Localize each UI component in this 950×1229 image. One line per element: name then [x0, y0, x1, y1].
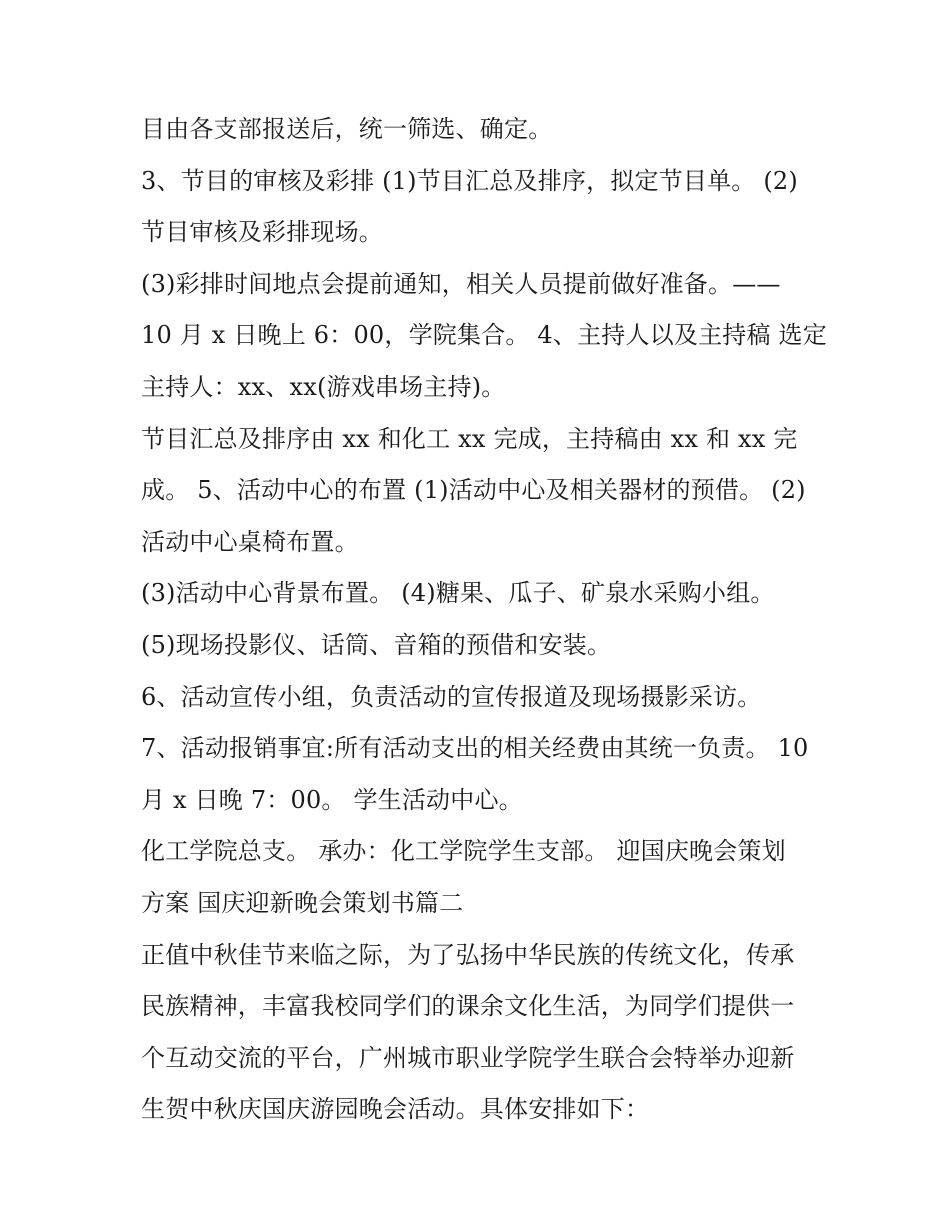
text-line: 节目审核及彩排现场。 [141, 218, 383, 247]
text-line: 成。 5、活动中心的布置 (1)活动中心及相关器材的预借。 (2) [141, 476, 806, 505]
text-line: 活动中心桌椅布置。 [141, 527, 359, 556]
text-line: 3、节目的审核及彩排 (1)节目汇总及排序，拟定节目单。 (2) [141, 166, 798, 195]
text-line: 个互动交流的平台，广州城市职业学院学生联合会特举办迎新 [141, 1043, 795, 1072]
text-line: 月 x 日晚 7：00。 学生活动中心。 [141, 785, 523, 814]
document-body [141, 107, 827, 1139]
text-line: 化工学院总支。 承办：化工学院学生支部。 迎国庆晚会策划 [141, 837, 786, 866]
text-line: 目由各支部报送后，统一筛选、确定。 [141, 115, 553, 143]
text-line: 生贺中秋庆国庆游园晚会活动。具体安排如下： [141, 1095, 650, 1124]
text-line: 节目汇总及排序由 xx 和化工 xx 完成，主持稿由 xx 和 xx 完 [141, 424, 798, 453]
text-line: 方案 国庆迎新晚会策划书篇二 [141, 888, 464, 917]
text-line: 6、活动宣传小组，负责活动的宣传报道及现场摄影采访。 [141, 682, 762, 711]
text-line: (3)活动中心背景布置。 (4)糖果、瓜子、矿泉水采购小组。 [141, 579, 775, 608]
text-line: 正值中秋佳节来临之际，为了弘扬中华民族的传统文化，传承 [141, 940, 795, 969]
text-line: 10 月 x 日晚上 6：00，学院集合。 4、主持人以及主持稿 选定 [141, 321, 827, 350]
text-line: 民族精神，丰富我校同学们的课余文化生活，为同学们提供一 [141, 992, 795, 1021]
text-line: 主持人：xx、xx(游戏串场主持)。 [141, 372, 506, 401]
text-line: (5)现场投影仪、话筒、音箱的预借和安装。 [141, 630, 612, 659]
text-line: (3)彩排时间地点会提前通知，相关人员提前做好准备。—— [141, 269, 781, 298]
text-line: 7、活动报销事宜:所有活动支出的相关经费由其统一负责。 10 [141, 734, 809, 763]
